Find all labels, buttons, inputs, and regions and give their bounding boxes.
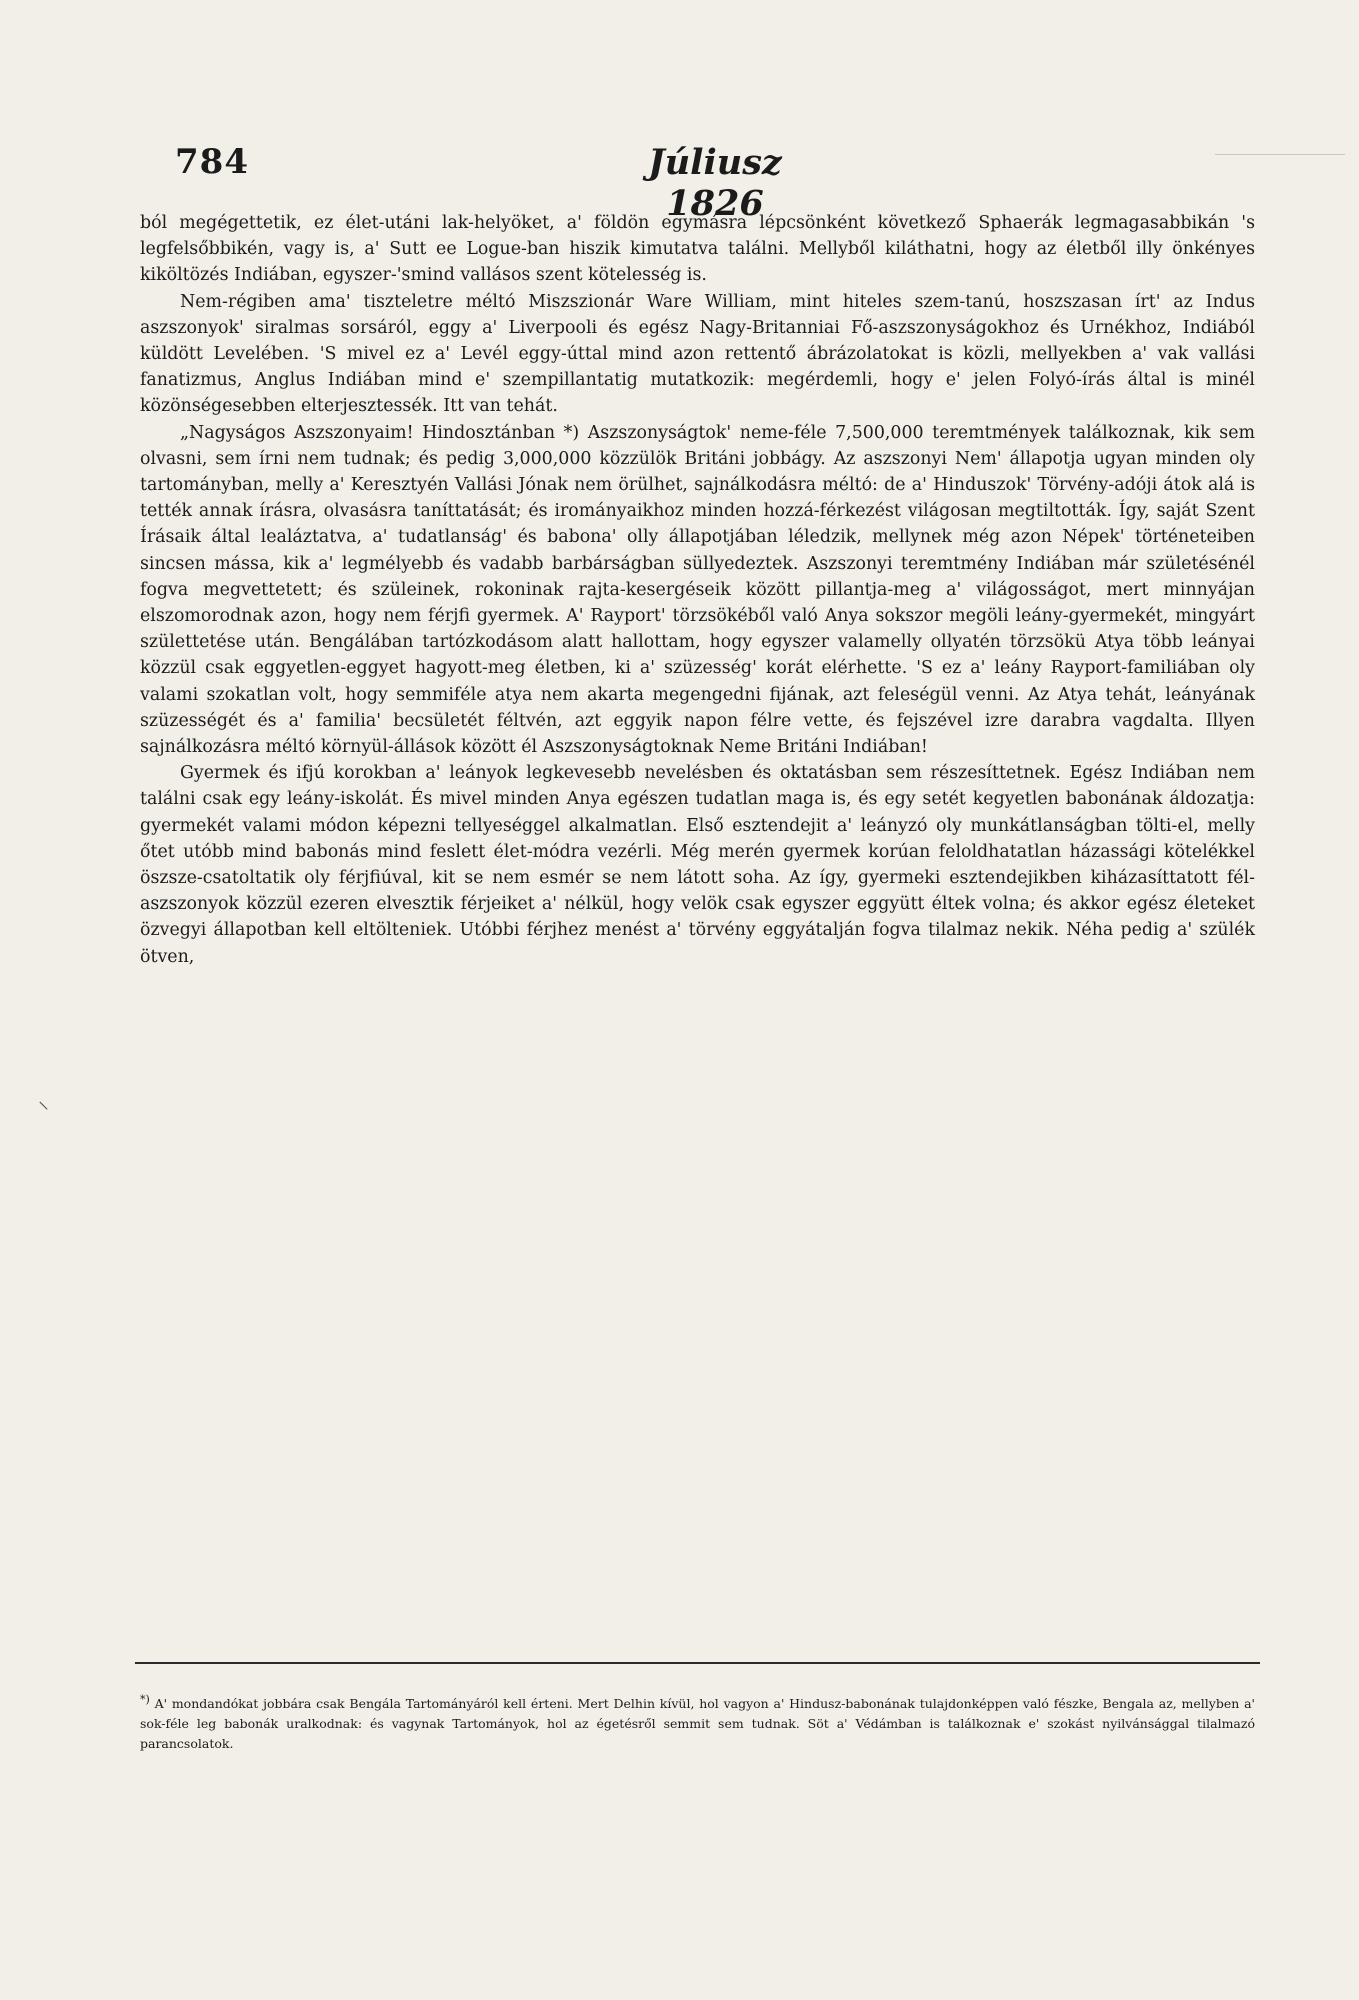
header-rule (1215, 154, 1345, 155)
running-title: Júliusz 1826 (648, 142, 782, 224)
footnote (140, 1690, 1255, 1754)
footnotes (140, 1690, 1255, 1754)
footnote-rule (135, 1662, 1260, 1664)
paragraph: Gyermek és ifjú korokban a' leányok legkevesebb nevelésben és oktatásban sem részesíttetnek. Egész Indiában nem találni csak egy leány-iskolát. És mivel minden Anya egészen tudatlan maga is, és egy setét kegyetlen babonának áldozatja: gyermekét valami módon képezni tellyeséggel alkalmatlan. Első esztendejit a' leányzó oly munkátlanságban tölti-el, melly őtet utóbb mind babonás mind feslett élet-módra vezérli. Még merén gyermek korúan feloldhatatlan házassági kötelékkel öszsze-csatoltatik oly férjfiúval, kit se nem esmér se nem látott soha. Az így, gyermeki esztendejikben kiházasíttatott fél-aszszonyok közzül ezeren elvesztik férjeiket a' nélkül, hogy velök csak egyszer eggyütt éltek volna; és akkor egész életeket özvegyi állapotban kell eltölteniek. Utóbbi férjhez menést a' törvény eggyátalján fogva tilalmaz nekik. Néha pedig a' szülék ötven, (140, 763, 1255, 967)
page-header (175, 142, 1235, 224)
footnote-text: A' mondandókat jobbára csak Bengála Tartományáról kell érteni. Mert Delhin kívül, hol vagyon a' Hindusz-babonának tulajdonképpen való fészke, Bengala az, mellyben a' sok-féle leg babonák uralkodnak: és vagynak Tartományok, hol az égetésről semmit sem tudnak. Söt a' Védámban is találkoznak e' szokást nyilvánsággal tilalmazó parancsolatok. (140, 1696, 1255, 1752)
paragraph: ból megégettetik, ez élet-utáni lak-helyöket, a' földön egymásra lépcsönként következő Sphaerák legmagasabbikán 's legfelsőbbikén, vagy is, a' Sutt ee Logue-ban hiszik kimutatva találni. Mellyből kiláthatni, hogy az életből illy önkényes kiköltözés Indiában, egyszer-'smind vallásos szent kötelesség is. (140, 213, 1255, 286)
paragraph: Nem-régiben ama' tiszteletre méltó Miszszionár Ware William, mint hiteles szem-tanú, hoszszasan írt' az Indus aszszonyok' siralmas sorsáról, eggy a' Liverpooli és egész Nagy-Britanniai Fő-aszszonyságokhoz és Urnékhoz, Indiából küldött Levelében. 'S mivel ez a' Levél eggy-úttal mind azon rettentő ábrázolatokat is közli, mellyekben a' vak vallási fanatizmus, Anglus Indiában mind e' szempillantatig mutatkozik: megérdemli, hogy e' jelen Folyó-írás által is minél közönségesebben elterjesztessék. Itt van tehát. (140, 291, 1255, 417)
body-text (140, 210, 1255, 970)
footnote-marker: *) (140, 1693, 150, 1706)
paragraph: „Nagyságos Aszszonyaim! Hindosztánban *) Aszszonyságtok' neme-féle 7,500,000 teremtmények találkoznak, kik sem olvasni, sem írni nem tudnak; és pedig 3,000,000 közzülök Británi jobbágy. Az aszszonyi Nem' állapotja ugyan minden oly tartományban, melly a' Keresztyén Vallási Jónak nem örülhet, sajnálkodásra méltó: de a' Hinduszok' Törvény-adóji átok alá is tették annak írásra, olvasásra taníttatását; és irományaikhoz minden hozzá-férkezést világosan megtiltották. Így, saját Szent Írásaik által lealáztatva, a' tudatlanság' és babona' olly állapotjában léledzik, mellynek még azon Népek' történeteiben sincsen mássa, kik a' legmélyebb és vadabb barbárságban süllyedeztek. Aszszonyi teremtmény Indiában már születésénél fogva megvettetett; és szüleinek, rokoninak rajta-kesergéseik között pillantja-meg a' világosságot, mert minnyájan elszomorodnak azon, hogy nem férjfi gyermek. A' Rayport' törzsökéből való Anya sokszor megöli leány-gyermekét, mingyárt születtetése után. Bengálában tartózkodásom alatt hallottam, hogy egyszer valamelly ollyatén törzsökü Atya több leányai közzül csak eggyetlen-eggyet hagyott-meg életben, ki a' szüzesség' korát elérhette. 'S ez a' leány Rayport-familiában oly valami szokatlan volt, hogy semmiféle atya nem akarta megengedni fijának, azt feleségül venni. Az Atya tehát, leányának szüzességét és a' familia' becsületét féltvén, azt eggyik napon félre vette, és fejszével izre darabra vagdalta. Illyen sajnálkozásra méltó környül-állások között él Aszszonyságtoknak Neme Británi Indiában! (140, 422, 1255, 758)
margin-mark: ⸜ (38, 1089, 50, 1114)
page-number: 784 (175, 142, 249, 182)
